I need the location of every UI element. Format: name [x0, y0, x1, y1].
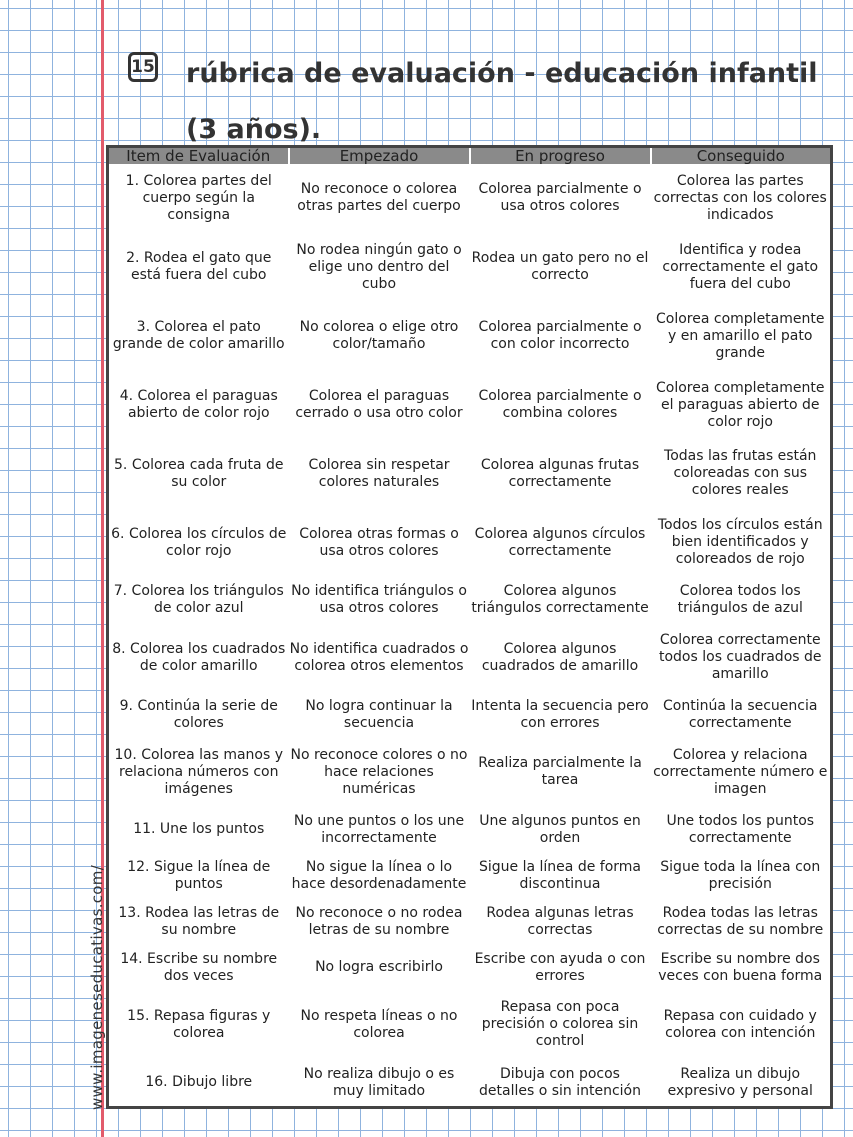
achieved-cell: Repasa con cuidado y colorea con intención [663, 1007, 817, 1041]
started-cell: No rodea ningún gato o elige uno dentro del cubo [296, 241, 462, 292]
started-cell: No respeta líneas o no colorea [300, 1007, 458, 1041]
table-row [108, 899, 832, 945]
table-row [108, 164, 832, 233]
table-row [108, 440, 832, 509]
in-progress-cell: Rodea un gato pero no el correcto [471, 250, 649, 284]
item-cell: 3. Colorea el pato grande de color amarillo [112, 319, 285, 353]
achieved-cell: Continúa la secuencia correctamente [663, 698, 818, 731]
started-cell: Colorea otras formas o usa otros colores [299, 525, 459, 559]
started-cell: No colorea o elige otro color/tamaño [299, 319, 459, 353]
started-cell: No une puntos o los une incorrectamente [293, 812, 465, 846]
item-cell: 9. Continúa la serie de colores [119, 698, 278, 731]
item-cell: 13. Rodea las letras de su nombre [118, 904, 280, 938]
item-cell: 15. Repasa figuras y colorea [127, 1007, 271, 1041]
started-cell: No reconoce o colorea otras partes del cuerpo [297, 181, 461, 215]
table-row [108, 233, 832, 302]
item-cell: 10. Colorea las manos y relaciona números con imágenes [114, 746, 283, 797]
item-cell: 7. Colorea los triángulos de color azul [113, 583, 284, 617]
achieved-cell: Todos los círculos están bien identificados y coloreados de rojo [657, 517, 823, 568]
started-cell: No realiza dibujo o es muy limitado [303, 1065, 455, 1099]
table-row [108, 945, 832, 991]
item-cell: 1. Colorea partes del cuerpo según la consigna [125, 172, 272, 223]
sheet-number-badge: 15 [128, 52, 158, 82]
started-cell: No sigue la línea o lo hace desordenadamente [291, 858, 467, 892]
item-cell: 11. Une los puntos [133, 821, 265, 838]
header-item: Item de Evaluación [108, 147, 289, 165]
in-progress-cell: Realiza parcialmente la tarea [478, 755, 642, 789]
started-cell: Colorea sin respetar colores naturales [308, 456, 450, 490]
table-row [108, 853, 832, 899]
achieved-cell: Sigue toda la línea con precisión [660, 858, 821, 892]
header-achieved: Conseguido [651, 147, 832, 165]
achieved-cell: Colorea completamente y en amarillo el pato grande [656, 310, 825, 361]
item-cell: 4. Colorea el paraguas abierto de color rojo [119, 388, 278, 422]
rubric-table [106, 145, 833, 1109]
achieved-cell: Identifica y rodea correctamente el gato fuera del cubo [662, 241, 819, 292]
achieved-cell: Colorea completamente el paraguas abierto de color rojo [656, 379, 825, 430]
achieved-cell: Colorea correctamente todos los cuadrados de amarillo [658, 632, 822, 683]
in-progress-cell: Rodea algunas letras correctas [486, 904, 634, 938]
table-row [108, 371, 832, 440]
achieved-cell: Todas las frutas están coloreadas con sus colores reales [664, 448, 817, 499]
in-progress-cell: Une algunos puntos en orden [479, 812, 641, 846]
started-cell: No identifica triángulos o usa otros colores [291, 583, 467, 617]
achieved-cell: Colorea las partes correctas con los colores indicados [653, 172, 827, 223]
table-row [108, 508, 832, 577]
table-row [108, 991, 832, 1060]
item-cell: 16. Dibujo libre [145, 1074, 253, 1091]
item-cell: 14. Escribe su nombre dos veces [120, 950, 278, 984]
in-progress-cell: Colorea parcialmente o con color incorrecto [478, 319, 642, 353]
achieved-cell: Une todos los puntos correctamente [666, 812, 815, 846]
achieved-cell: Realiza un dibujo expresivo y personal [667, 1065, 813, 1099]
achieved-cell: Colorea todos los triángulos de azul [677, 583, 803, 617]
table-row [108, 623, 832, 692]
in-progress-cell: Colorea algunos cuadrados de amarillo [481, 640, 639, 674]
achieved-cell: Rodea todas las letras correctas de su nombre [657, 904, 824, 938]
in-progress-cell: Colorea algunos triángulos correctamente [471, 583, 649, 617]
item-cell: 6. Colorea los círculos de color rojo [111, 525, 287, 559]
header-started: Empezado [289, 147, 470, 165]
started-cell: No reconoce o no rodea letras de su nombre [295, 904, 463, 938]
started-cell: No identifica cuadrados o colorea otros elementos [289, 640, 469, 674]
table-row [108, 807, 832, 853]
item-cell: 12. Sigue la línea de puntos [127, 858, 271, 892]
table-row [108, 692, 832, 738]
started-cell: Colorea el paraguas cerrado o usa otro color [295, 388, 463, 422]
table-row [108, 1059, 832, 1107]
started-cell: No reconoce colores o no hace relaciones numéricas [290, 746, 468, 797]
in-progress-cell: Colorea parcialmente o usa otros colores [478, 181, 642, 215]
in-progress-cell: Intenta la secuencia pero con errores [471, 698, 649, 731]
in-progress-cell: Escribe con ayuda o con errores [474, 950, 646, 984]
in-progress-cell: Colorea algunos círculos correctamente [474, 525, 646, 559]
table-row [108, 577, 832, 623]
item-cell: 5. Colorea cada fruta de su color [114, 456, 284, 490]
header-row [108, 147, 832, 165]
table-row [108, 302, 832, 371]
in-progress-cell: Colorea algunas frutas correctamente [480, 456, 640, 490]
achieved-cell: Colorea y relaciona correctamente número e imagen [653, 746, 828, 797]
in-progress-cell: Dibuja con pocos detalles o sin intención [479, 1065, 641, 1099]
in-progress-cell: Colorea parcialmente o combina colores [478, 388, 642, 422]
item-cell: 2. Rodea el gato que está fuera del cubo [126, 250, 272, 284]
started-cell: No logra escribirlo [315, 959, 443, 976]
started-cell: No logra continuar la secuencia [305, 698, 453, 731]
header-in-progress: En progreso [470, 147, 651, 165]
table-row [108, 738, 832, 807]
item-cell: 8. Colorea los cuadrados de color amarillo [112, 640, 286, 674]
in-progress-cell: Sigue la línea de forma discontinua [479, 858, 641, 892]
website-watermark: www.imageneseducativas.com/ [88, 864, 106, 1110]
page-title: rúbrica de evaluación - educación infantil (3 años). [186, 58, 818, 145]
in-progress-cell: Repasa con poca precisión o colorea sin control [481, 999, 639, 1050]
achieved-cell: Escribe su nombre dos veces con buena forma [658, 950, 823, 984]
